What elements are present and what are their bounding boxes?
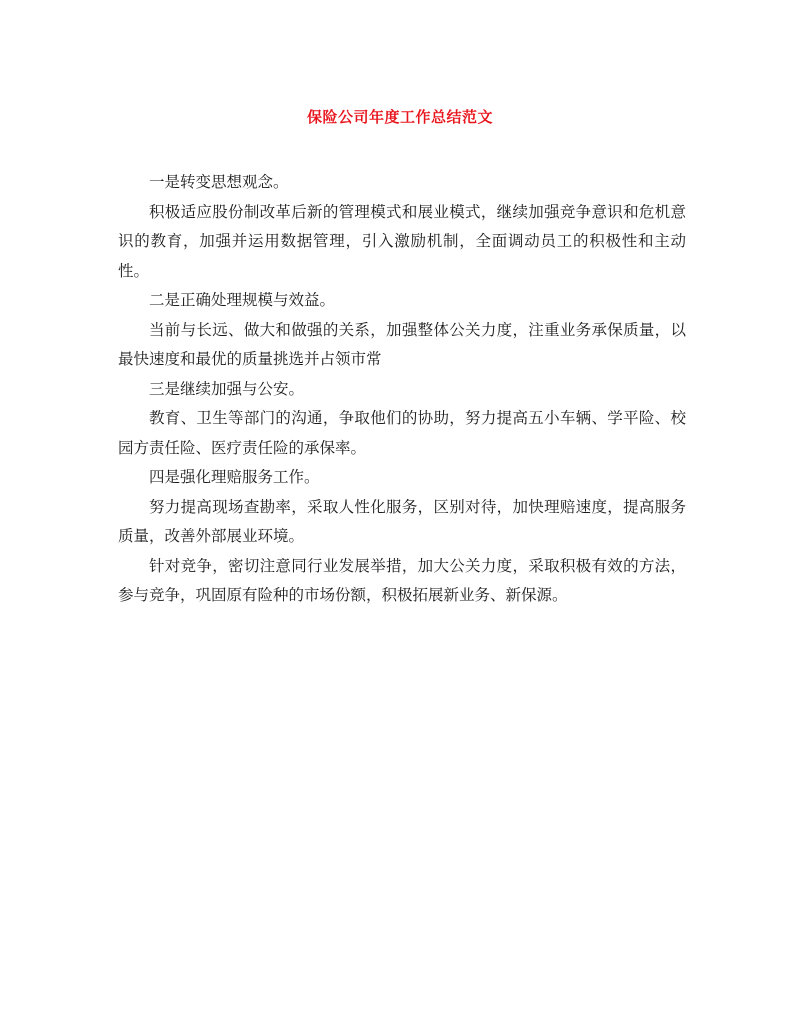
paragraph-4: 当前与长远、做大和做强的关系，加强整体公关力度，注重业务承保质量，以最快速度和最优的质量挑选并占领市常 xyxy=(118,320,686,368)
document-body xyxy=(118,168,686,611)
document-title: 保险公司年度工作总结范文 xyxy=(306,108,493,126)
paragraph-7: 四是强化理赔服务工作。 xyxy=(149,468,320,486)
paragraph-9: 针对竞争，密切注意同行业发展举措，加大公关力度，采取积极有效的方法，参与竞争，巩固原有险种的市场份额，积极拓展新业务、新保源。 xyxy=(118,556,686,604)
paragraph-5: 三是继续加强与公安。 xyxy=(149,379,305,398)
paragraph-6: 教育、卫生等部门的沟通，争取他们的协助，努力提高五小车辆、学平险、校园方责任险、医疗责任险的承保率。 xyxy=(118,409,686,457)
paragraph-2: 积极适应股份制改革后新的管理模式和展业模式，继续加强竞争意识和危机意识的教育，加强并运用数据管理，引入激励机制，全面调动员工的积极性和主动性。 xyxy=(118,202,686,280)
paragraph-8: 努力提高现场查勘率，采取人性化服务，区别对待，加快理赔速度，提高服务质量，改善外部展业环境。 xyxy=(118,497,686,545)
paragraph-1: 一是转变思想观念。 xyxy=(149,173,289,191)
paragraph-3: 二是正确处理规模与效益。 xyxy=(149,291,336,309)
